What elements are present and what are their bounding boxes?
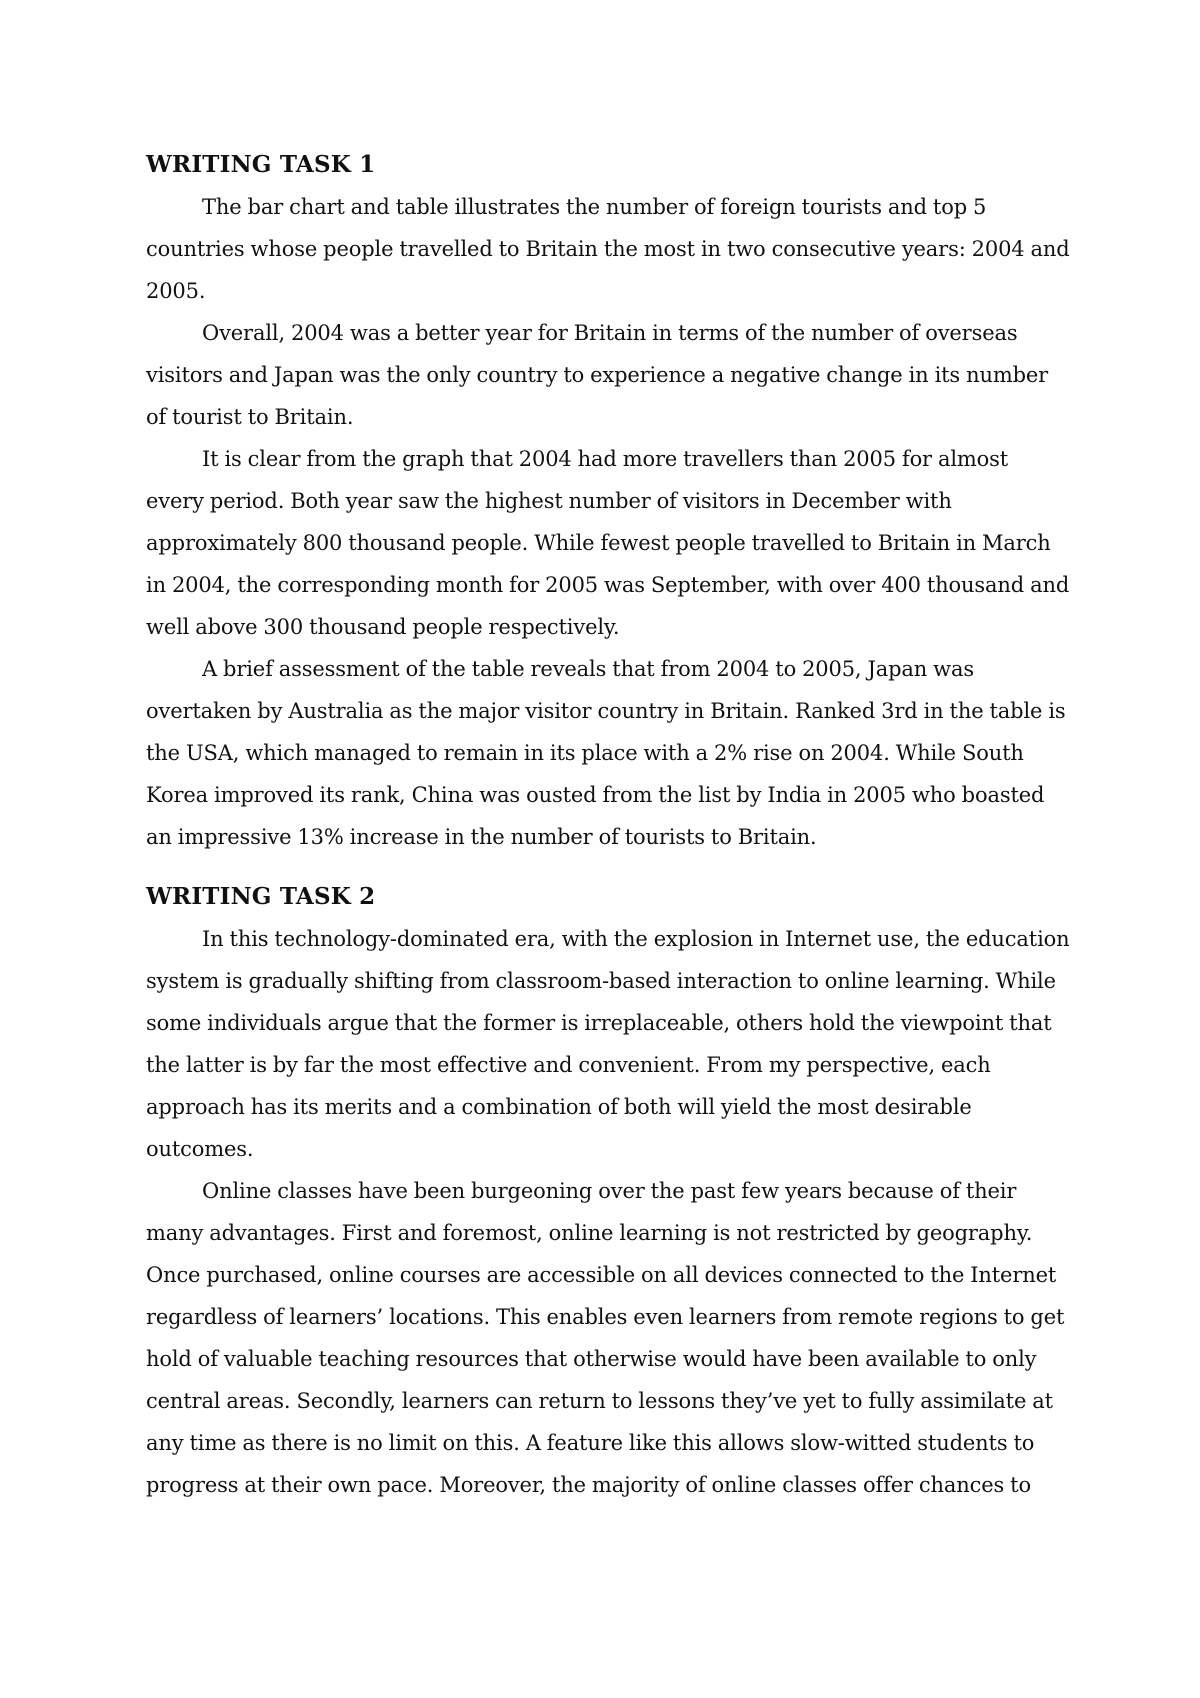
task2-paragraph-intro: In this technology-dominated era, with the explosion in Internet use, the education system is gradually shifting from classroom-based interaction to online learning. While some individuals argue that the former is irreplaceable, others hold the viewpoint that the latter is by far the most effective and convenient. From my perspective, each approach has its merits and a combination of both will yield the most desirable outcomes. bbox=[146, 927, 1070, 1161]
task1-paragraph-graph: It is clear from the graph that 2004 had more travellers than 2005 for almost every period. Both year saw the highest number of visitors in December with approximately 800 thousand people. While fewest people travelled to Britain in March in 2004, the corresponding month for 2005 was September, with over 400 thousand and well above 300 thousand people respectively. bbox=[146, 447, 1070, 639]
writing-task-1-section bbox=[146, 144, 1070, 858]
task1-paragraph-table: A brief assessment of the table reveals that from 2004 to 2005, Japan was overtaken by Australia as the major visitor country in Britain. Ranked 3rd in the table is the USA, which managed to remain in its place with a 2% rise on 2004. While South Korea improved its rank, China was ousted from the list by India in 2005 who boasted an impressive 13% increase in the number of tourists to Britain. bbox=[146, 657, 1066, 849]
task1-paragraph-intro: The bar chart and table illustrates the number of foreign tourists and top 5 countries whose people travelled to Britain the most in two consecutive years: 2004 and 2005. bbox=[146, 195, 1070, 303]
writing-task-2-section bbox=[146, 876, 1070, 1506]
writing-task-2-heading: WRITING TASK 2 bbox=[146, 883, 376, 910]
task2-paragraph-body-1: Online classes have been burgeoning over the past few years because of their many advantages. First and foremost, online learning is not restricted by geography. Once purchased, online courses are accessible on all devices connected to the Internet regardless of learners’ locations. This enables even learners from remote regions to get hold of valuable teaching resources that otherwise would have been available to only central areas. Secondly, learners can return to lessons they’ve yet to fully assimilate at any time as there is no limit on this. A feature like this allows slow-witted students to progress at their own pace. Moreover, the majority of online classes offer chances to bbox=[146, 1179, 1065, 1497]
task1-paragraph-overview: Overall, 2004 was a better year for Britain in terms of the number of overseas visitors and Japan was the only country to experience a negative change in its number of tourist to Britain. bbox=[146, 321, 1049, 429]
writing-task-1-heading: WRITING TASK 1 bbox=[146, 151, 376, 178]
